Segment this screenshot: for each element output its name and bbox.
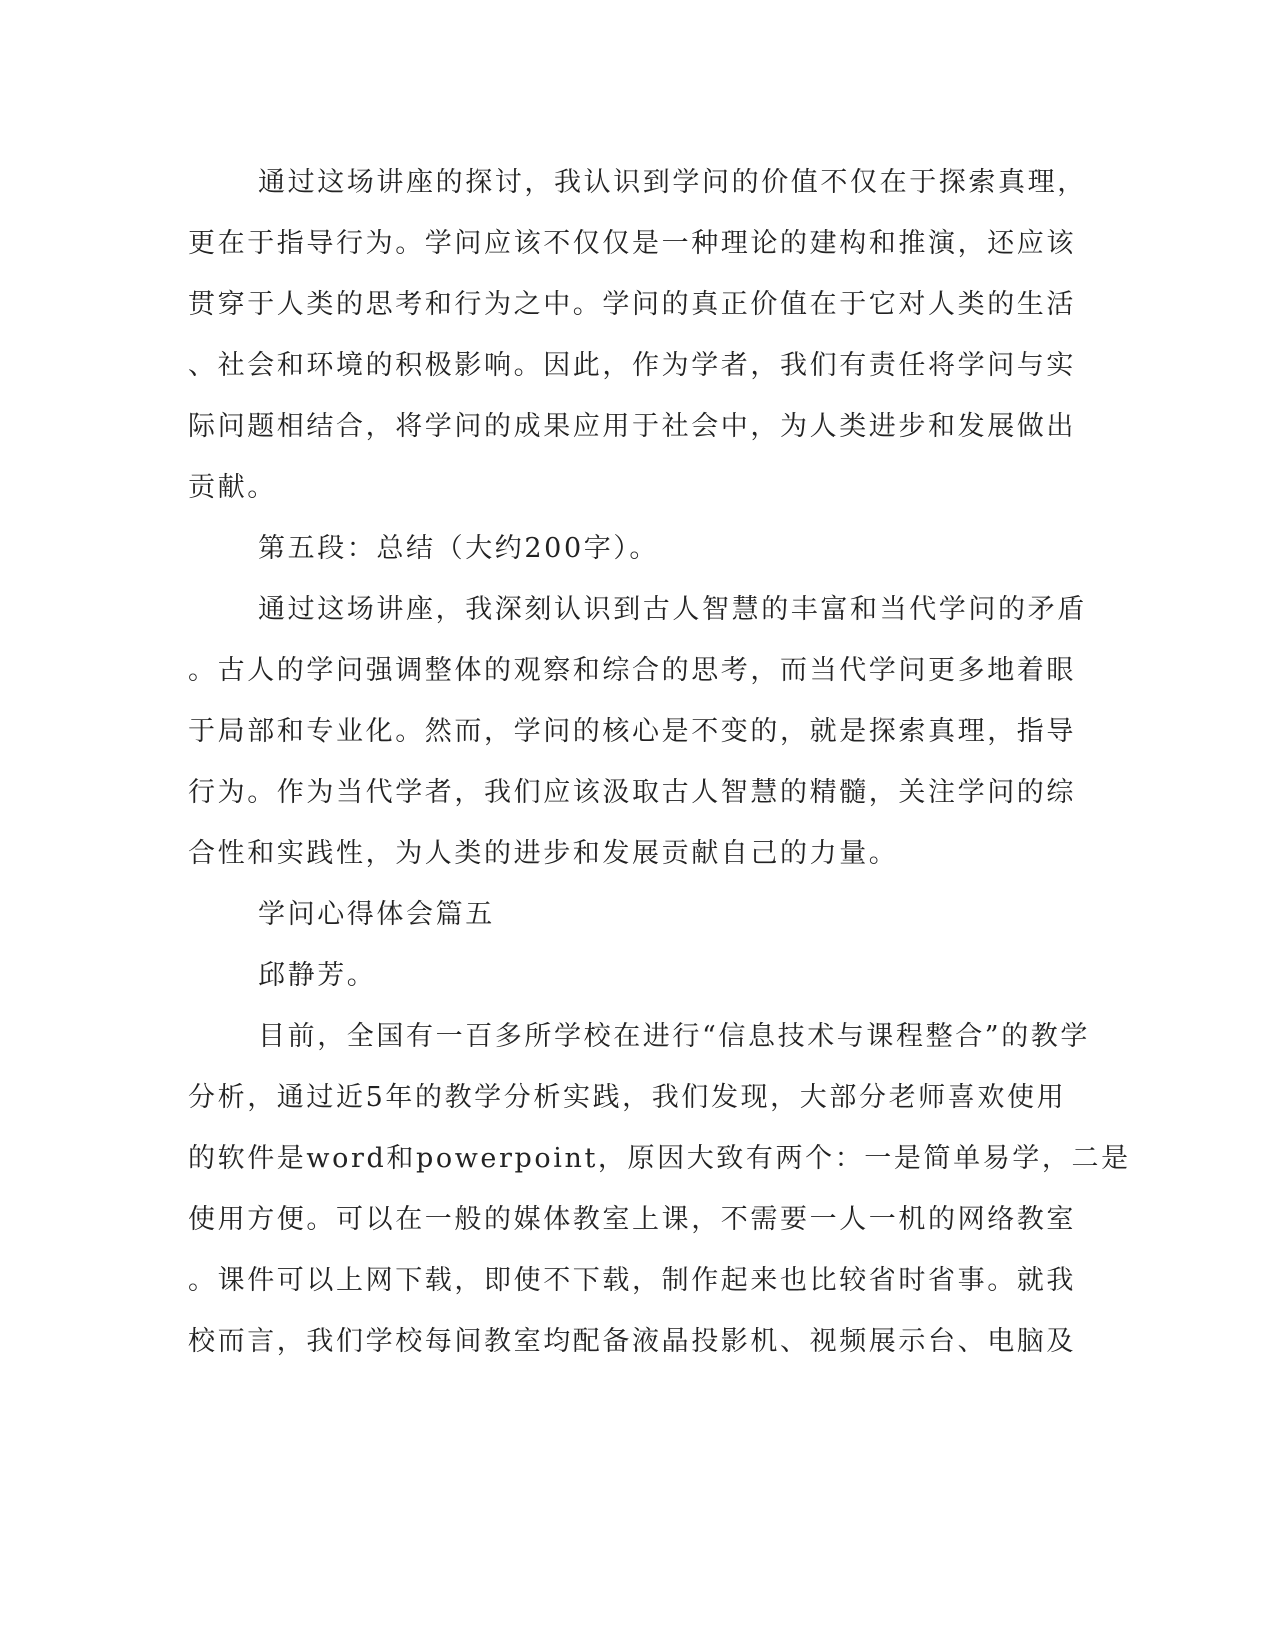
text-line: 合性和实践性，为人类的进步和发展贡献自己的力量。 (188, 838, 899, 869)
author-name (188, 945, 1060, 1006)
section-heading-summary (188, 518, 1060, 579)
text-line: 使用方便。可以在一般的媒体教室上课，不需要一人一机的网络教室 (188, 1204, 1076, 1235)
document-body (188, 152, 1131, 1372)
text-line: 行为。作为当代学者，我们应该汲取古人智慧的精髓，关注学问的综 (188, 777, 1076, 808)
paragraph-it-integration (188, 1006, 1131, 1372)
text-line: 校而言，我们学校每间教室均配备液晶投影机、视频展示台、电脑及 (188, 1326, 1076, 1357)
text-line: 、社会和环境的积极影响。因此，作为学者，我们有责任将学问与实 (188, 350, 1076, 381)
text-line: 的软件是word和powerpoint，原因大致有两个：一是简单易学，二是 (188, 1143, 1131, 1174)
paragraph-scholarship-value (188, 152, 1087, 518)
text-line: 。课件可以上网下载，即使不下载，制作起来也比较省时省事。就我 (188, 1265, 1076, 1296)
text-line: 。古人的学问强调整体的观察和综合的思考，而当代学问更多地着眼 (188, 655, 1076, 686)
text-line: 分析，通过近5年的教学分析实践，我们发现，大部分老师喜欢使用 (188, 1082, 1067, 1113)
text-line: 更在于指导行为。学问应该不仅仅是一种理论的建构和推演，还应该 (188, 228, 1076, 259)
text-line: 第五段：总结（大约200字）。 (258, 533, 660, 564)
text-line: 际问题相结合，将学问的成果应用于社会中，为人类进步和发展做出 (188, 411, 1076, 442)
text-line: 通过这场讲座的探讨，我认识到学问的价值不仅在于探索真理， (258, 167, 1087, 198)
text-line: 于局部和专业化。然而，学问的核心是不变的，就是探索真理，指导 (188, 716, 1076, 747)
text-line: 学问心得体会篇五 (258, 899, 495, 930)
text-line: 通过这场讲座，我深刻认识到古人智慧的丰富和当代学问的矛盾 (258, 594, 1087, 625)
text-line: 贯穿于人类的思考和行为之中。学问的真正价值在于它对人类的生活 (188, 289, 1076, 320)
text-line: 邱静芳。 (258, 960, 377, 991)
paragraph-summary (188, 579, 1087, 884)
text-line: 贡献。 (188, 472, 277, 503)
text-line: 目前，全国有一百多所学校在进行“信息技术与课程整合”的教学 (258, 1021, 1091, 1052)
article-title (188, 884, 1060, 945)
